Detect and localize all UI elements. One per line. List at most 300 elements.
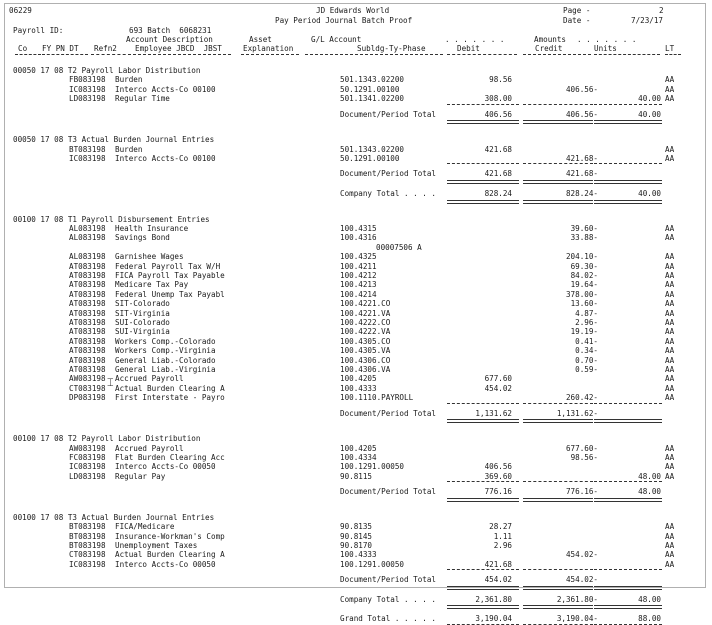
account-description: Interco Accts-Co 00100 — [115, 84, 216, 94]
col-account-description: Account Description — [126, 35, 213, 44]
col-employee: Employee JBCD JBST — [135, 44, 222, 53]
gl-account: 50.1291.00100 — [340, 84, 400, 94]
total-row — [5, 110, 705, 119]
debit-amount: 406.56 — [484, 462, 512, 472]
ledger-type: AA — [665, 522, 675, 532]
document-ref: FB083198 — [69, 75, 106, 85]
total-debit: 776.16 — [484, 487, 512, 497]
credit-amount: 204.10- — [565, 252, 598, 262]
gl-account: 100.4333 — [340, 383, 377, 393]
account-description: Health Insurance — [115, 224, 189, 233]
account-description: Interco Accts-Co 00050 — [115, 559, 216, 569]
document-ref: AT083198 — [69, 271, 106, 280]
journal-entry-row — [5, 453, 705, 462]
subtotal-rule — [523, 569, 593, 570]
debit-amount: 28.27 — [489, 522, 512, 532]
gl-account: 100.4222.VA — [340, 327, 391, 337]
credit-amount: 421.68- — [565, 154, 598, 163]
subtotal-rule — [523, 104, 593, 105]
account-description: First Interstate - Payro — [115, 393, 225, 403]
gl-account: 100.4306.CO — [340, 355, 391, 365]
document-ref: LD083198 — [69, 94, 106, 104]
header-underline-lt — [665, 54, 681, 55]
total-debit: 406.56 — [484, 109, 512, 119]
document-ref: AT083198 — [69, 299, 106, 309]
ledger-type: AA — [665, 318, 675, 327]
total-double-rule — [523, 180, 593, 184]
journal-entry-row — [5, 271, 705, 280]
total-credit: 3,190.04- — [556, 614, 598, 624]
gl-account: 90.8145 — [340, 531, 373, 541]
total-debit: 828.24 — [484, 189, 512, 198]
credit-amount: 2.96- — [575, 318, 598, 327]
total-double-rule — [447, 180, 519, 184]
total-credit: 406.56- — [565, 109, 598, 119]
document-ref: AT083198 — [69, 280, 106, 290]
journal-entry-row — [5, 224, 705, 233]
ledger-type: AA — [665, 559, 675, 569]
total-double-rule — [594, 120, 662, 124]
credit-amount: 378.00- — [565, 289, 598, 299]
total-debit: 454.02 — [484, 575, 512, 585]
total-credit: 421.68- — [565, 169, 598, 179]
document-ref: FC083198 — [69, 453, 106, 462]
ledger-type: AA — [665, 233, 675, 243]
journal-entry-row — [5, 154, 705, 163]
col-lt: LT — [665, 44, 675, 53]
account-description: SIT-Colorado — [115, 299, 170, 309]
document-ref: AT083198 — [69, 308, 106, 318]
section-heading-text: 00100 17 08 T3 Actual Burden Journal Entries — [13, 512, 215, 522]
header-underline-debit — [447, 54, 517, 55]
total-label: Company Total . . . . — [340, 189, 437, 198]
gl-account: 100.4334 — [340, 453, 377, 462]
batch-number: 693 Batch 6068231 — [129, 26, 212, 35]
credit-amount: 406.56- — [565, 84, 598, 94]
subtotal-rule — [594, 104, 662, 105]
credit-amount: 69.30- — [570, 261, 598, 271]
total-double-rule — [447, 419, 519, 423]
total-row — [5, 487, 705, 496]
document-ref: LD083198 — [69, 471, 106, 481]
ledger-type: AA — [665, 443, 675, 453]
account-description: Savings Bond — [115, 233, 170, 243]
ledger-type: AA — [665, 346, 675, 356]
col-credit: Credit — [535, 44, 563, 53]
document-ref: AT083198 — [69, 289, 106, 299]
gl-account: 100.4205 — [340, 374, 377, 384]
subtotal-rule — [447, 481, 519, 482]
account-description: Actual Burden Clearing A — [115, 550, 225, 560]
journal-entry-row — [5, 337, 705, 346]
account-description: Medicare Tax Pay — [115, 280, 189, 290]
ledger-type: AA — [665, 75, 675, 85]
ledger-type: AA — [665, 336, 675, 346]
section-heading-text: 00100 17 08 T2 Payroll Labor Distribution — [13, 434, 201, 444]
total-row — [5, 614, 705, 623]
debit-amount: 421.68 — [484, 559, 512, 569]
subtotal-rule — [447, 104, 519, 105]
ledger-type: AA — [665, 261, 675, 271]
ledger-type: AA — [665, 541, 675, 550]
journal-batch-proof-report — [4, 3, 706, 624]
gl-account: 90.8115 — [340, 471, 373, 481]
total-double-rule — [523, 498, 593, 502]
subtotal-rule — [594, 569, 662, 570]
debit-amount: 2.96 — [493, 541, 512, 550]
credit-amount: 454.02- — [565, 550, 598, 560]
total-label: Company Total . . . . — [340, 594, 437, 604]
total-units: 88.00 — [638, 614, 661, 624]
gl-account: 100.4306.VA — [340, 365, 391, 374]
total-double-rule — [523, 586, 593, 590]
debit-amount: 369.60 — [484, 471, 512, 481]
total-row — [5, 409, 705, 418]
credit-amount: 39.60- — [570, 224, 598, 233]
section-heading-text: 00100 17 08 T1 Payroll Disbursement Entries — [13, 214, 210, 224]
total-double-rule — [447, 498, 519, 502]
subtotal-rule — [594, 403, 662, 404]
total-double-rule — [447, 120, 519, 124]
ledger-type: AA — [665, 308, 675, 318]
gl-account: 100.4211 — [340, 261, 377, 271]
total-debit: 421.68 — [484, 169, 512, 179]
journal-entry-row — [5, 365, 705, 374]
ledger-type: AA — [665, 84, 675, 94]
company-name: JD Edwards World — [316, 6, 390, 15]
journal-entry-row — [5, 262, 705, 271]
ledger-type: AA — [665, 252, 675, 262]
col-explanation: Explanation — [243, 44, 294, 53]
document-ref: CT083198 — [69, 383, 106, 393]
journal-entry-row — [5, 252, 705, 261]
total-units: 40.00 — [638, 189, 661, 198]
document-ref: AT083198 — [69, 327, 106, 337]
account-description: Regular Time — [115, 94, 170, 104]
total-double-rule — [594, 419, 662, 423]
journal-entry-row — [5, 290, 705, 299]
account-description: Interco Accts-Co 00050 — [115, 462, 216, 472]
subledger-text: 00007506 A — [376, 242, 422, 252]
document-ref: AL083198 — [69, 233, 106, 243]
credit-amount: 0.34- — [575, 346, 598, 356]
credit-amount: 260.42- — [565, 393, 598, 403]
debit-amount: 308.00 — [484, 94, 512, 104]
total-credit: 2,361.80- — [556, 594, 598, 604]
total-double-rule — [594, 180, 662, 184]
journal-entry-row — [5, 280, 705, 289]
credit-amount: 33.88- — [570, 233, 598, 243]
account-description: Burden — [115, 144, 143, 154]
debit-amount: 1.11 — [493, 531, 512, 541]
units-amount: 48.00 — [638, 471, 661, 481]
account-description: SIT-Virginia — [115, 308, 170, 318]
col-gl-account: G/L Account — [311, 35, 362, 44]
page-label: Page - — [563, 6, 591, 15]
credit-amount: 84.02- — [570, 271, 598, 280]
total-credit: 776.16- — [565, 487, 598, 497]
document-ref: AT083198 — [69, 261, 106, 271]
gl-account: 100.4205 — [340, 443, 377, 453]
gl-account: 100.4214 — [340, 289, 377, 299]
report-title: Pay Period Journal Batch Proof — [275, 16, 413, 25]
total-debit: 1,131.62 — [475, 408, 512, 418]
credit-amount: 0.59- — [575, 365, 598, 374]
date-label: Date - — [563, 16, 591, 25]
gl-account: 100.4315 — [340, 224, 377, 233]
section-heading — [5, 513, 705, 522]
section-heading — [5, 66, 705, 75]
gl-account: 90.8135 — [340, 522, 373, 532]
account-description: Garnishee Wages — [115, 252, 184, 262]
subtotal-rule — [523, 403, 593, 404]
ledger-type: AA — [665, 471, 675, 481]
journal-entry-row — [5, 94, 705, 103]
ledger-type: AA — [665, 374, 675, 384]
text-cursor-icon: ⌶ — [107, 376, 114, 389]
account-description: SUI-Colorado — [115, 318, 170, 327]
col-dots-left: . . . . . . . — [445, 35, 505, 44]
ledger-type: AA — [665, 327, 675, 337]
page-number: 2 — [659, 6, 664, 15]
payroll-id-label: Payroll ID: — [13, 26, 64, 35]
ledger-type: AA — [665, 393, 675, 403]
subtotal-rule — [594, 481, 662, 482]
gl-account: 90.8170 — [340, 541, 373, 550]
gl-account: 501.1343.02200 — [340, 75, 405, 85]
account-description: Unemployment Taxes — [115, 541, 198, 550]
journal-entry-row — [5, 472, 705, 481]
gl-account: 100.4212 — [340, 271, 377, 280]
total-label: Document/Period Total — [340, 109, 437, 119]
account-description: General Liab.-Virginia — [115, 365, 216, 374]
total-row — [5, 189, 705, 198]
account-description: Federal Payroll Tax W/H — [115, 261, 221, 271]
gl-account: 100.4221.CO — [340, 299, 391, 309]
account-description: SUI-Virginia — [115, 327, 170, 337]
account-description: FICA Payroll Tax Payable — [115, 271, 225, 280]
col-units: Units — [594, 44, 617, 53]
header-underline-units — [594, 54, 660, 55]
total-double-rule — [594, 498, 662, 502]
gl-account: 100.4316 — [340, 233, 377, 243]
document-ref: IC083198 — [69, 559, 106, 569]
journal-entry-row — [5, 356, 705, 365]
gl-account: 100.4213 — [340, 280, 377, 290]
col-dots-right: . . . . . . . — [577, 35, 637, 44]
col-subledger: Subldg-Ty-Phase — [357, 44, 426, 53]
gl-account: 100.1291.00050 — [340, 462, 405, 472]
total-label: Document/Period Total — [340, 487, 437, 497]
subledger-line — [5, 243, 705, 252]
ledger-type: AA — [665, 280, 675, 290]
debit-amount: 454.02 — [484, 383, 512, 393]
total-label: Document/Period Total — [340, 169, 437, 179]
total-units: 48.00 — [638, 487, 661, 497]
ledger-type: AA — [665, 365, 675, 374]
column-header-line-1 — [5, 35, 705, 44]
col-co: Co — [18, 44, 28, 53]
account-description: Actual Burden Clearing A — [115, 383, 225, 393]
col-fy-pn-dt: FY PN DT — [42, 44, 79, 53]
document-ref: IC083198 — [69, 154, 106, 163]
header-underline-ref — [91, 54, 131, 55]
total-double-rule — [447, 586, 519, 590]
total-row — [5, 169, 705, 178]
report-id: 06229 — [9, 6, 32, 15]
journal-entry-row — [5, 233, 705, 242]
total-debit: 2,361.80 — [475, 594, 512, 604]
ledger-type: AA — [665, 224, 675, 233]
total-debit: 3,190.04 — [475, 614, 512, 624]
account-description: FICA/Medicare — [115, 522, 175, 532]
gl-account: 100.4305.VA — [340, 346, 391, 356]
ledger-type: AA — [665, 94, 675, 104]
document-ref: AL083198 — [69, 224, 106, 233]
credit-amount: 677.60- — [565, 443, 598, 453]
ledger-type: AA — [665, 383, 675, 393]
account-description: Workers Comp.-Colorado — [115, 336, 216, 346]
document-ref: BT083198 — [69, 144, 106, 154]
ledger-type: AA — [665, 550, 675, 560]
document-ref: AT083198 — [69, 318, 106, 327]
gl-account: 100.4305.CO — [340, 336, 391, 346]
col-refn2: Refn2 — [94, 44, 117, 53]
debit-amount: 421.68 — [484, 144, 512, 154]
debit-amount: 677.60 — [484, 374, 512, 384]
total-double-rule — [594, 605, 662, 609]
account-description: Regular Pay — [115, 471, 166, 481]
col-debit: Debit — [457, 44, 480, 53]
total-credit: 1,131.62- — [556, 408, 598, 418]
header-underline-acct — [305, 54, 443, 55]
account-description: General Liab.-Colorado — [115, 355, 216, 365]
journal-entry-row — [5, 75, 705, 84]
credit-amount: 4.87- — [575, 308, 598, 318]
document-ref: AW083198 — [69, 443, 106, 453]
total-credit: 828.24- — [565, 189, 598, 198]
total-row — [5, 595, 705, 604]
units-amount: 40.00 — [638, 94, 661, 104]
credit-amount: 19.19- — [570, 327, 598, 337]
total-label: Grand Total . . . . . — [340, 614, 437, 624]
ledger-type: AA — [665, 271, 675, 280]
total-double-rule — [523, 605, 593, 609]
ledger-type: AA — [665, 531, 675, 541]
account-description: Burden — [115, 75, 143, 85]
total-double-rule — [523, 419, 593, 423]
credit-amount: 98.56- — [570, 453, 598, 462]
gl-account: 100.4221.VA — [340, 308, 391, 318]
gl-account: 100.4333 — [340, 550, 377, 560]
header-underline-fy — [42, 54, 88, 55]
subtotal-rule — [447, 403, 519, 404]
total-label: Document/Period Total — [340, 408, 437, 418]
journal-entry-row — [5, 444, 705, 453]
credit-amount: 0.41- — [575, 336, 598, 346]
header-underline-co — [15, 54, 41, 55]
document-ref: DP083198 — [69, 393, 106, 403]
ledger-type: AA — [665, 154, 675, 163]
payroll-id-line — [5, 26, 705, 35]
report-header-line-1 — [5, 6, 705, 15]
journal-entry-row — [5, 318, 705, 327]
section-heading — [5, 135, 705, 144]
total-double-rule — [447, 200, 519, 204]
credit-amount: 13.60- — [570, 299, 598, 309]
column-header-line-2 — [5, 44, 705, 53]
subtotal-rule — [523, 481, 593, 482]
total-label: Document/Period Total — [340, 575, 437, 585]
document-ref: AT083198 — [69, 355, 106, 365]
col-amounts: Amounts — [534, 35, 567, 44]
account-description: Flat Burden Clearing Acc — [115, 453, 225, 462]
document-ref: BT083198 — [69, 531, 106, 541]
header-underline-credit — [523, 54, 591, 55]
report-header-line-2 — [5, 16, 705, 25]
credit-amount: 0.70- — [575, 355, 598, 365]
document-ref: AT083198 — [69, 365, 106, 374]
section-heading-text: 00050 17 08 T2 Payroll Labor Distribution — [13, 66, 201, 75]
document-ref: BT083198 — [69, 522, 106, 532]
gl-account: 50.1291.00100 — [340, 154, 400, 163]
subtotal-rule — [523, 163, 593, 164]
gl-account: 100.4325 — [340, 252, 377, 262]
section-heading — [5, 215, 705, 224]
total-double-rule — [523, 120, 593, 124]
ledger-type: AA — [665, 144, 675, 154]
gl-account: 501.1343.02200 — [340, 144, 405, 154]
subtotal-rule — [447, 163, 519, 164]
journal-entry-row — [5, 462, 705, 471]
debit-amount: 98.56 — [489, 75, 512, 85]
section-heading-text: 00050 17 08 T3 Actual Burden Journal Entries — [13, 135, 215, 145]
journal-entry-row — [5, 346, 705, 355]
account-description: Workers Comp.-Virginia — [115, 346, 216, 356]
document-ref: IC083198 — [69, 462, 106, 472]
ledger-type: AA — [665, 289, 675, 299]
journal-entry-row — [5, 550, 705, 559]
document-ref: AT083198 — [69, 346, 106, 356]
gl-account: 100.1110.PAYROLL — [340, 393, 414, 403]
gl-account: 100.4222.CO — [340, 318, 391, 327]
subtotal-rule — [447, 569, 519, 570]
journal-entry-row — [5, 532, 705, 541]
journal-entry-row — [5, 299, 705, 308]
account-description: Federal Unemp Tax Payabl — [115, 289, 225, 299]
ledger-type: AA — [665, 355, 675, 365]
total-row — [5, 575, 705, 584]
ledger-type: AA — [665, 299, 675, 309]
total-double-rule — [523, 200, 593, 204]
journal-entry-row — [5, 522, 705, 531]
journal-entry-row — [5, 327, 705, 336]
total-units: 40.00 — [638, 109, 661, 119]
gl-account: 100.1291.00050 — [340, 559, 405, 569]
ledger-type: AA — [665, 462, 675, 472]
document-ref: BT083198 — [69, 541, 106, 550]
journal-entry-row — [5, 309, 705, 318]
section-heading — [5, 434, 705, 443]
header-underline-emp — [133, 54, 231, 55]
total-units: 48.00 — [638, 594, 661, 604]
credit-amount: 19.64- — [570, 280, 598, 290]
journal-entry-row — [5, 85, 705, 94]
report-date: 7/23/17 — [631, 16, 664, 25]
total-double-rule — [447, 605, 519, 609]
account-description: Accrued Payroll — [115, 443, 184, 453]
document-ref: AT083198 — [69, 336, 106, 346]
